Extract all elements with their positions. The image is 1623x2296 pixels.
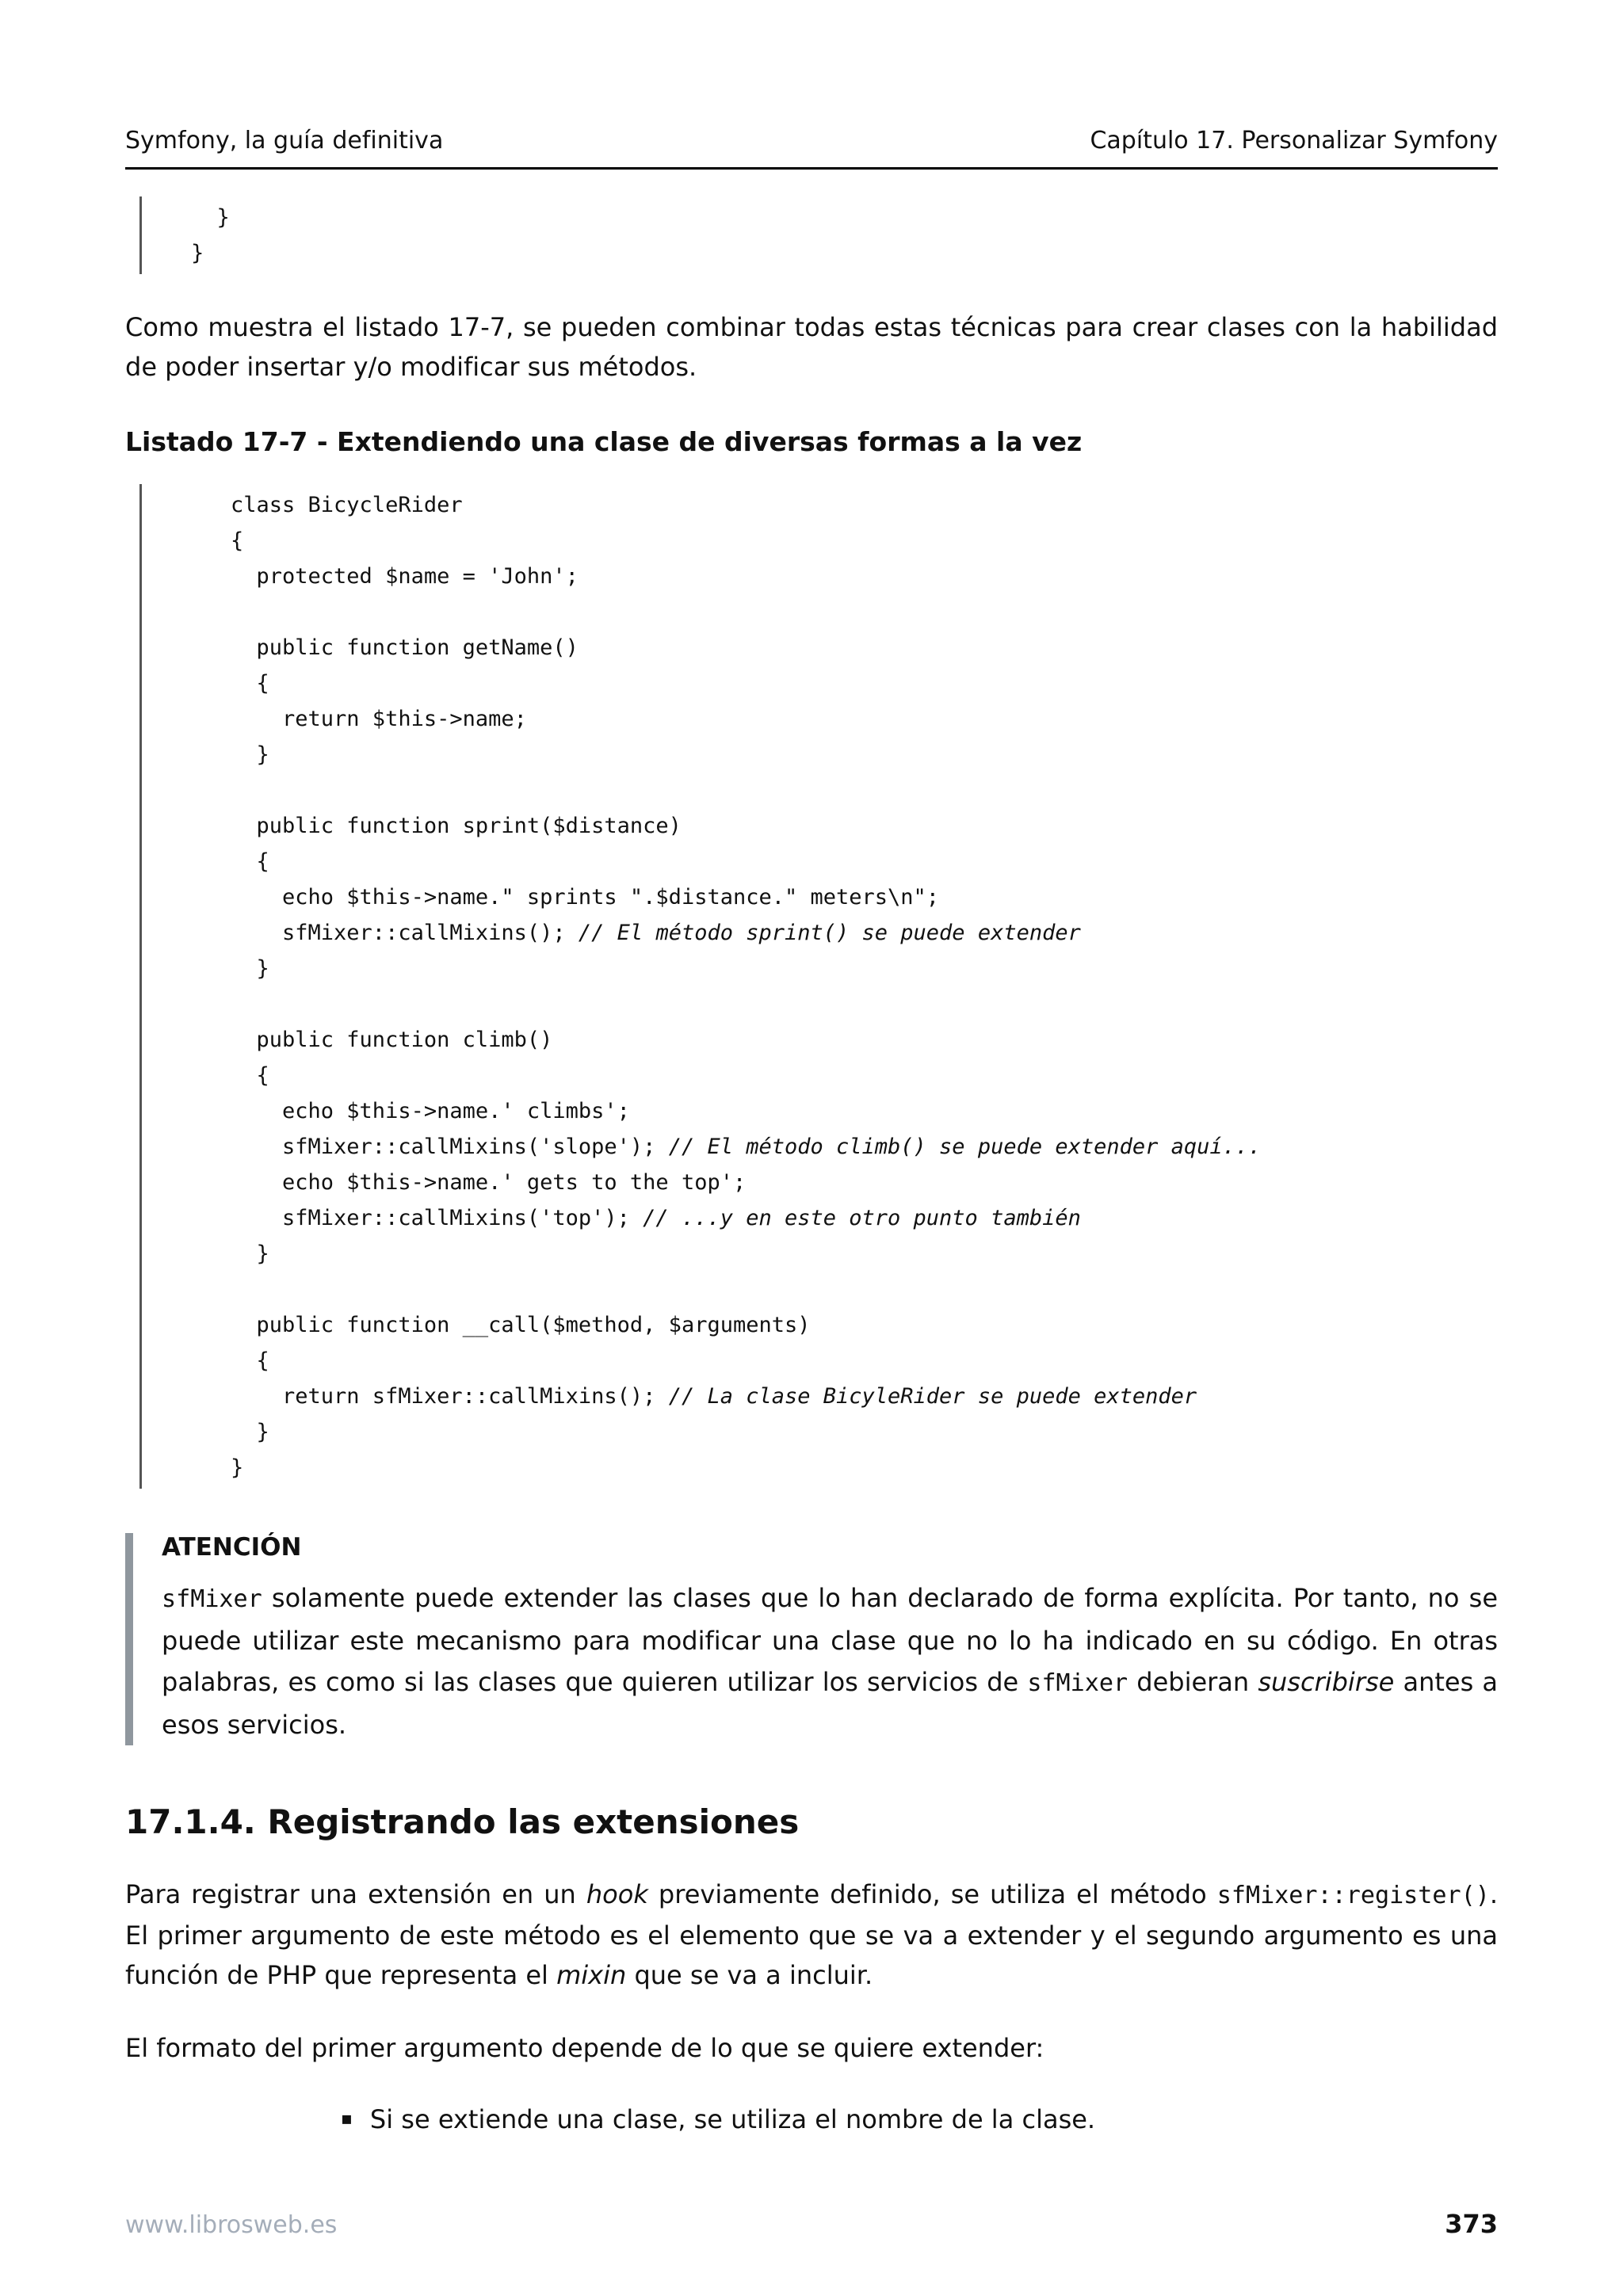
code-text: } xyxy=(191,241,204,265)
header-chapter-title: Capítulo 17. Personalizar Symfony xyxy=(1090,127,1498,154)
attention-body xyxy=(162,1577,1498,1745)
section-heading: 17.1.4. Registrando las extensiones xyxy=(125,1802,800,1841)
inline-code: sfMixer::register() xyxy=(1216,1882,1490,1909)
paragraph-text: El formato del primer argumento depende de lo que se quiere extender: xyxy=(125,2033,1044,2063)
attention-note xyxy=(125,1533,1498,1745)
code-text: } xyxy=(231,742,269,767)
bullet-list xyxy=(125,2100,1498,2139)
code-line xyxy=(231,986,1498,1022)
code-line xyxy=(231,915,1498,951)
code-line xyxy=(231,630,1498,666)
code-line xyxy=(231,594,1498,630)
code-text: } xyxy=(231,1241,269,1266)
code-continuation-block xyxy=(139,196,1498,274)
code-text: public function climb() xyxy=(231,1028,553,1052)
inline-code: sfMixer xyxy=(1027,1669,1128,1697)
code-text: public function sprint($distance) xyxy=(231,814,682,838)
attention-text-italic: suscribirse xyxy=(1258,1667,1395,1697)
code-line xyxy=(231,879,1498,915)
code-text: { xyxy=(231,671,269,696)
code-text: } xyxy=(231,1420,269,1444)
code-text: protected $name = 'John'; xyxy=(231,564,579,589)
code-text: return sfMixer::callMixins(); xyxy=(231,1384,669,1409)
section-paragraph xyxy=(125,2028,1498,2068)
code-line xyxy=(231,1272,1498,1307)
code-line xyxy=(231,1129,1498,1165)
code-text: sfMixer::callMixins('slope'); xyxy=(231,1135,669,1159)
attention-text: solamente puede extender las clases que lo han declarado de forma explícita. Por tanto, no se puede utilizar este mecanismo para modificar una clase que no lo ha indicado en su código. En otras palabras, es como si las clases que quieren utilizar los servicios de xyxy=(162,1583,1498,1697)
header-book-title: Symfony, la guía definitiva xyxy=(125,127,444,154)
code-line xyxy=(231,523,1498,559)
code-text: echo $this->name.' gets to the top'; xyxy=(231,1170,747,1195)
code-line xyxy=(231,1022,1498,1058)
code-line xyxy=(231,951,1498,986)
code-line xyxy=(231,1058,1498,1093)
code-comment: // El método climb() se puede extender aquí... xyxy=(668,1135,1262,1159)
attention-text: debieran xyxy=(1128,1667,1258,1697)
code-text: class BicycleRider xyxy=(231,493,463,517)
code-line xyxy=(231,487,1498,523)
code-text: { xyxy=(231,849,269,874)
code-text: { xyxy=(231,1063,269,1088)
inline-code: sfMixer xyxy=(162,1585,262,1613)
code-text: sfMixer::callMixins('top'); xyxy=(231,1206,643,1230)
paragraph-text-italic: mixin xyxy=(556,1960,627,1990)
paragraph-text: previamente definido, se utiliza el método xyxy=(647,1879,1217,1909)
code-line xyxy=(231,1165,1498,1200)
code-line xyxy=(231,1450,1498,1486)
code-line xyxy=(231,701,1498,737)
listing-title: Listado 17-7 - Extendiendo una clase de diversas formas a la vez xyxy=(125,426,1083,457)
code-line xyxy=(231,666,1498,701)
footer-page-number: 373 xyxy=(1445,2209,1498,2239)
paragraph-text: . El primer argumento de este método es el elemento que se va a extender y el segundo argumento es una función de PHP que representa el xyxy=(125,1879,1499,1990)
code-comment: // El método sprint() se puede extender xyxy=(578,921,1081,945)
attention-text: antes a esos servicios. xyxy=(162,1667,1499,1740)
code-line xyxy=(231,559,1498,594)
code-text: echo $this->name.' climbs'; xyxy=(231,1099,630,1123)
code-text: return $this->name; xyxy=(231,707,527,731)
code-line xyxy=(231,844,1498,879)
paragraph-text-italic: hook xyxy=(586,1879,648,1909)
code-line xyxy=(231,1093,1498,1129)
paragraph-text: Como muestra el listado 17-7, se pueden combinar todas estas técnicas para crear clases con la habilidad de poder insertar y/o modificar sus métodos. xyxy=(125,312,1498,382)
page-footer xyxy=(125,2209,1498,2239)
code-text: { xyxy=(231,1348,269,1373)
code-line xyxy=(231,1379,1498,1414)
code-line xyxy=(231,772,1498,808)
code-text: } xyxy=(191,205,230,230)
code-text: public function getName() xyxy=(231,635,579,660)
code-comment: // ...y en este otro punto también xyxy=(643,1206,1081,1230)
page-header xyxy=(125,127,1498,170)
section-paragraph xyxy=(125,1875,1498,1995)
listing-code-block xyxy=(139,484,1498,1489)
paragraph-text: que se va a incluir. xyxy=(626,1960,873,1990)
list-item xyxy=(341,2100,1498,2139)
code-line xyxy=(231,1200,1498,1236)
list-item-text: Si se extiende una clase, se utiliza el nombre de la clase. xyxy=(369,2104,1096,2134)
code-line xyxy=(231,737,1498,772)
code-text: echo $this->name." sprints ".$distance." meters\n"; xyxy=(231,885,940,910)
code-text: public function __call($method, $arguments) xyxy=(231,1313,811,1337)
footer-site-link[interactable]: www.librosweb.es xyxy=(125,2211,338,2239)
code-line xyxy=(231,1414,1498,1450)
code-text: } xyxy=(231,1455,244,1480)
attention-title: ATENCIÓN xyxy=(162,1533,302,1562)
code-line xyxy=(231,1343,1498,1379)
code-line xyxy=(231,1236,1498,1272)
bullet-icon: ▪ xyxy=(341,2109,353,2129)
code-text: sfMixer::callMixins(); xyxy=(231,921,579,945)
code-text: { xyxy=(231,528,244,553)
paragraph-text: Para registrar una extensión en un xyxy=(125,1879,586,1909)
code-line xyxy=(191,200,1498,235)
intro-paragraph xyxy=(125,307,1498,387)
code-line xyxy=(191,235,1498,271)
code-comment: // La clase BicyleRider se puede extender xyxy=(668,1384,1197,1409)
code-line xyxy=(231,1307,1498,1343)
code-text: } xyxy=(231,956,269,981)
code-line xyxy=(231,808,1498,844)
